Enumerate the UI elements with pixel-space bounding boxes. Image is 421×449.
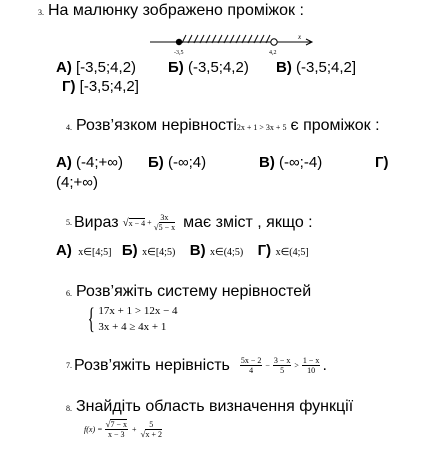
q3-option-b: Б) (-3,5;4,2) (168, 59, 249, 76)
q3-option-c: В) (-3,5;4,2] (276, 59, 357, 76)
closed-point (176, 39, 182, 45)
axis-label: x (298, 33, 302, 41)
question-number: 8. (66, 404, 72, 413)
left-point-label: -3,5 (174, 50, 184, 56)
q4-option-d-letter: Г) (375, 154, 389, 171)
question-6 (66, 283, 311, 301)
inequality-expression: $\frac{5x - 2}{4}$ − $\frac{3 - x}{5}$ > $\frac{1 - x}{10}$ (240, 356, 320, 375)
system-of-inequalities (84, 302, 178, 336)
question-text-end: є проміжок : (290, 117, 380, 134)
q4-option-b: Б) (-∞;4) (148, 154, 207, 171)
question-text: Вираз (74, 213, 119, 231)
question-text: На малюнку зображено проміжок : (48, 2, 304, 19)
question-5 (66, 213, 313, 232)
question-number: 6. (66, 289, 72, 298)
q4-option-c: В) (-∞;-4) (259, 154, 323, 171)
question-3 (38, 2, 304, 20)
q3-option-d: Г) [-3,5;4,2] (62, 78, 139, 95)
question-text: Розв’яжіть систему нерівностей (76, 283, 312, 300)
inequality: 2x + 1 > 3x + 5 (236, 123, 287, 132)
question-text: Знайдіть область визначення функції (76, 398, 354, 415)
question-number: 5. (66, 218, 72, 227)
question-number: 3. (38, 8, 44, 17)
right-point-label: 4,2 (269, 50, 277, 56)
q3-option-a: А) [-3,5;4,2) (56, 59, 137, 76)
question-8 (66, 398, 353, 416)
q5-options: А) x∈[4;5] Б) x∈[4;5) В) x∈(4;5) Г) x∈(4;5] (56, 242, 309, 259)
question-text: Розв’яжіть нерівність (74, 356, 230, 374)
number-line (148, 33, 318, 57)
q4-option-d-value: (4;+∞) (56, 174, 98, 191)
expression: √ x − 4 + $\frac{3x}{√5 - x}$ (122, 213, 176, 232)
question-text-end: має зміст , якщо : (183, 213, 313, 231)
open-point (271, 39, 277, 45)
question-text: Розв’язком нерівності (76, 117, 237, 134)
question-number: 4. (66, 123, 72, 132)
question-7: 7. Розв’яжіть нерівність $\frac{5x - 2}{4}$ − $\frac{3 - x}{5}$ > $\frac{1 - x}{10}$ . (66, 356, 327, 375)
system-line-1: 17x + 1 > 12x − 4 (98, 305, 178, 317)
q4-option-a: А) (-4;+∞) (56, 154, 123, 171)
question-4 (66, 117, 380, 135)
question-number: 7. (66, 361, 72, 370)
function-expression: f(x) = $\frac{√7 - x}{x - 3}$ + $\frac{5}{√x + 2}$ (84, 419, 162, 439)
system-line-2: 3x + 4 ≥ 4x + 1 (98, 321, 167, 333)
system-brace: { (87, 302, 95, 335)
